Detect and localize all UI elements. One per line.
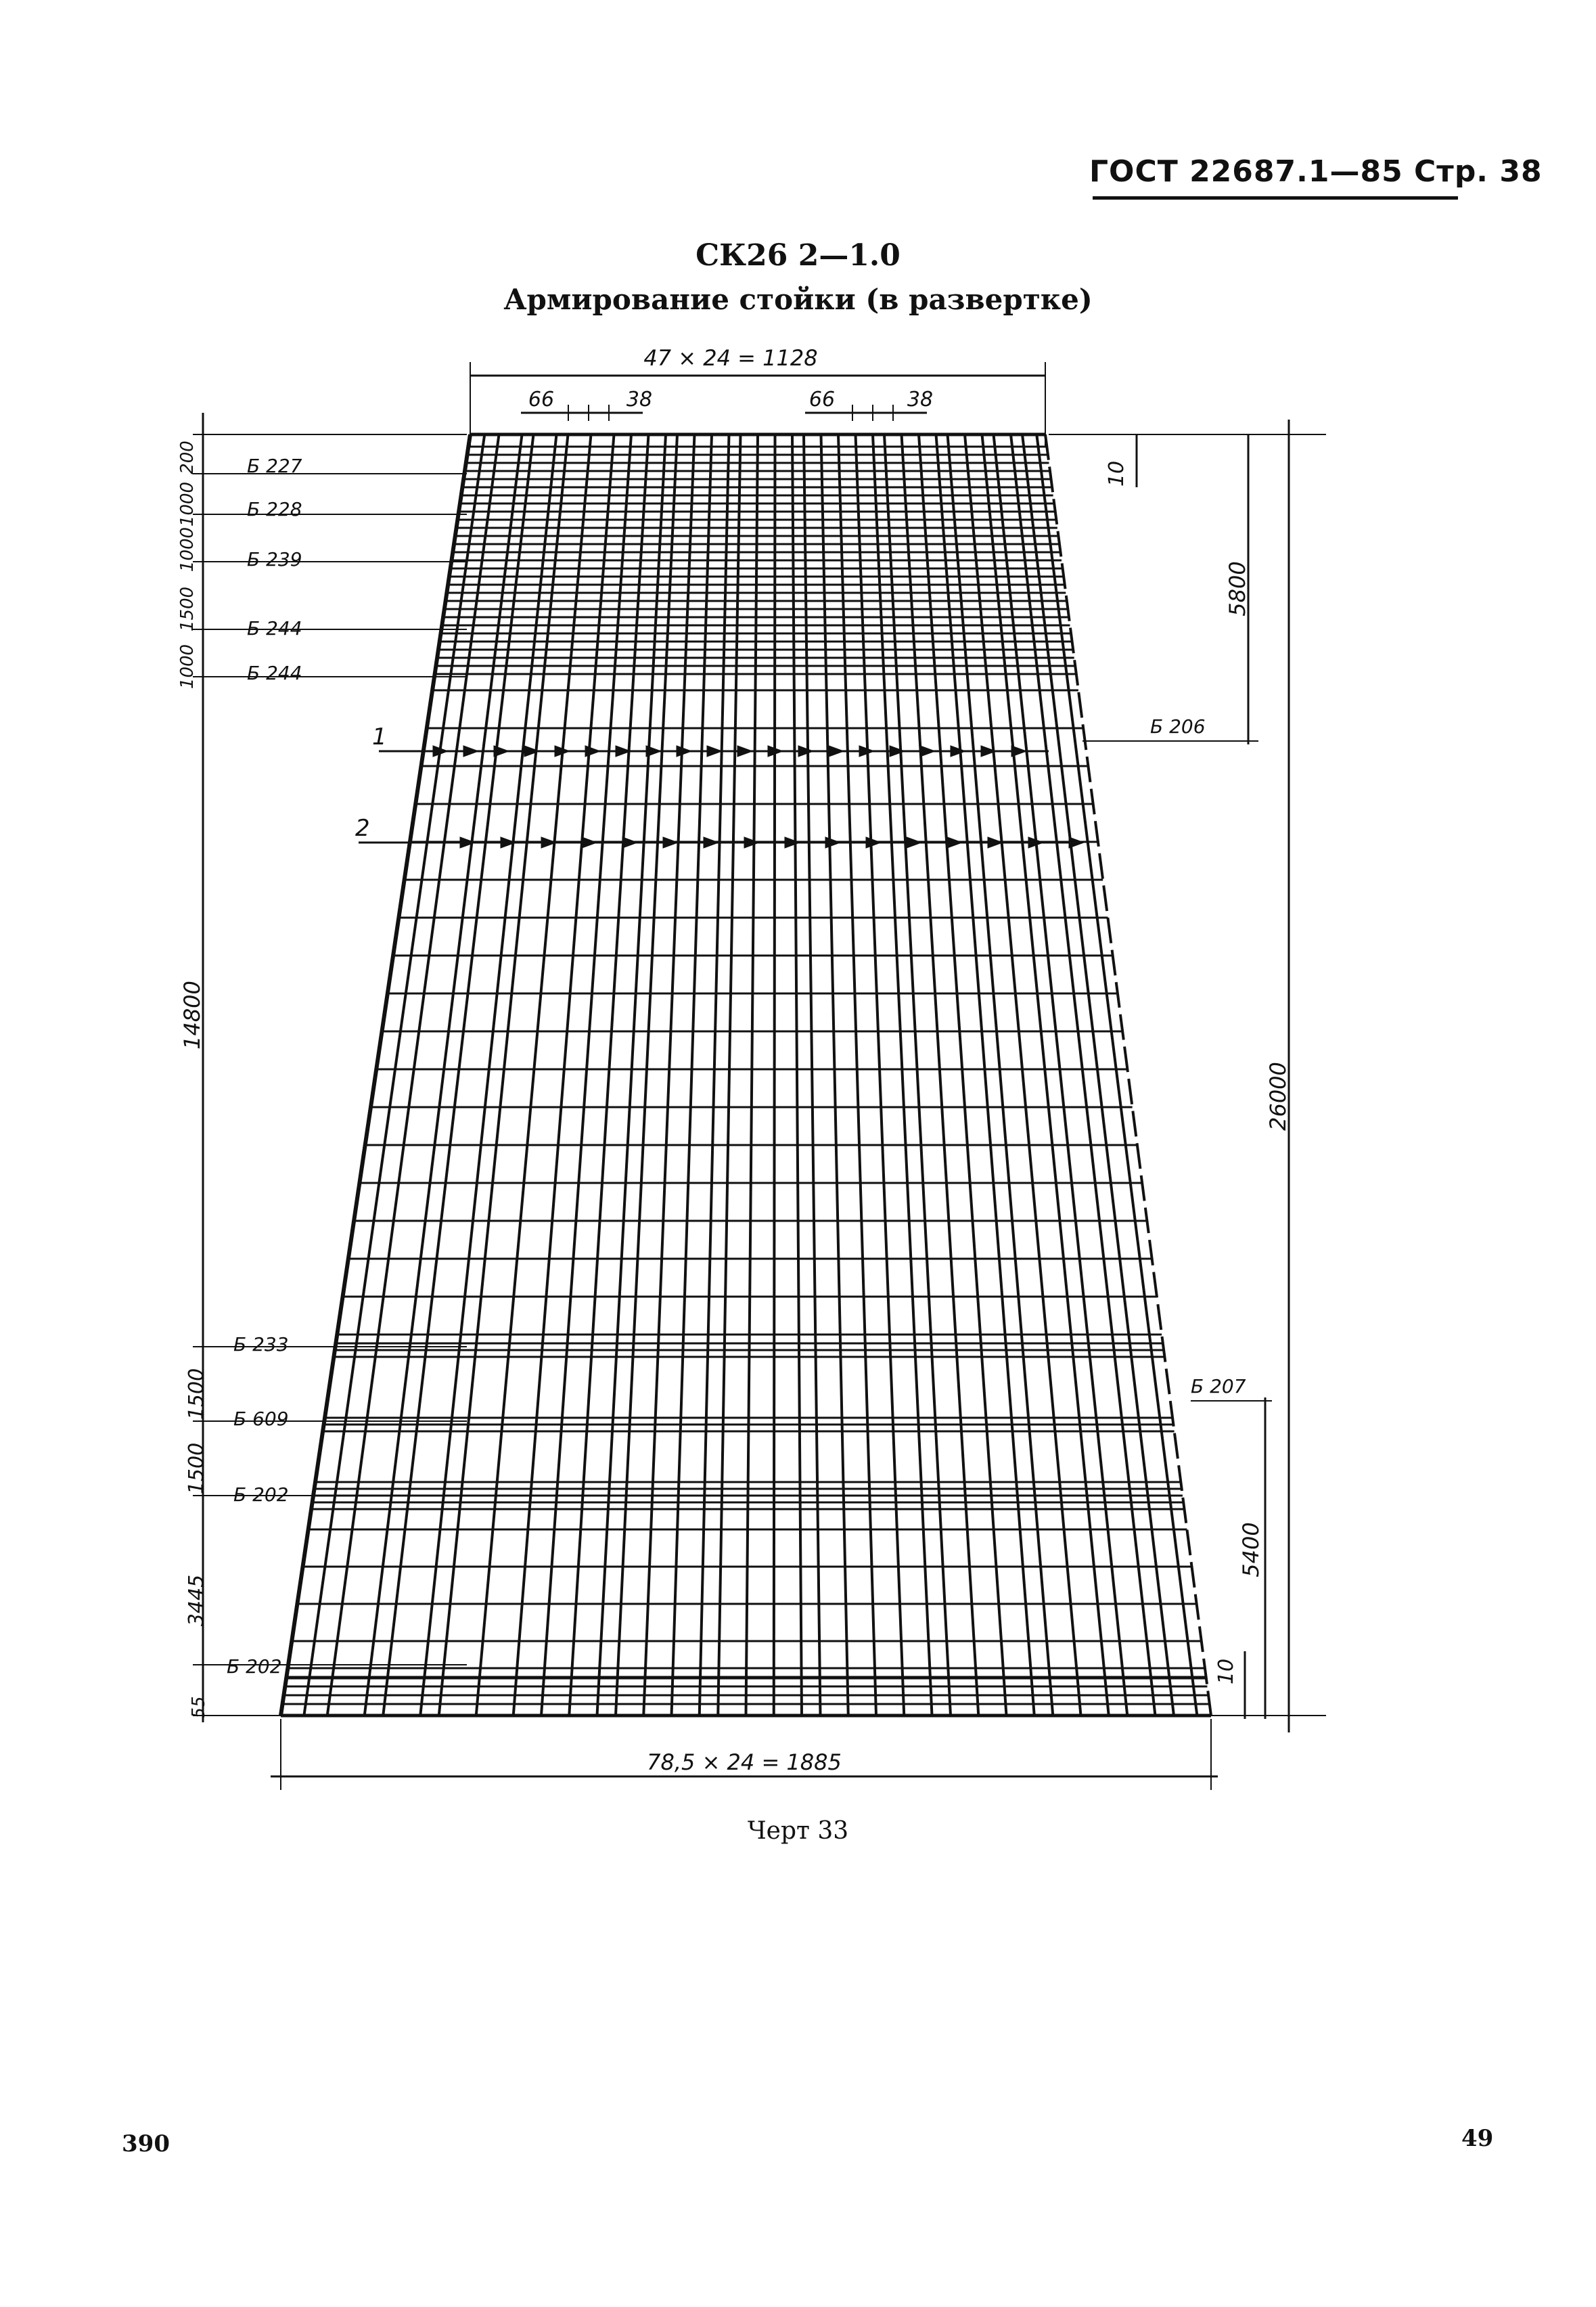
longitudinal-bar: [873, 434, 932, 1716]
section-1-arrowhead: [585, 746, 600, 757]
label-b202-upper: Б 202: [233, 1483, 289, 1506]
section-2-arrowhead: [622, 837, 637, 848]
longitudinal-bar: [327, 434, 499, 1716]
left-dim-1500-a: 1500: [177, 586, 198, 632]
section-2-arrowhead: [582, 837, 597, 848]
label-b244-upper: Б 244: [247, 617, 302, 640]
section-2-arrowhead: [825, 837, 840, 848]
label-b609: Б 609: [233, 1408, 289, 1430]
top-spacing-66-right: 66: [808, 388, 836, 411]
section-1-arrowhead: [920, 746, 935, 757]
left-dim-1500-c: 1500: [185, 1442, 208, 1495]
section-1-arrowhead: [798, 746, 813, 757]
drawing-code: СК26 2—1.0: [696, 238, 900, 273]
section-1-arrowhead: [1011, 746, 1026, 757]
longitudinal-bar: [792, 434, 802, 1716]
section-2-arrowhead: [704, 837, 719, 848]
top-spacing-38-left: 38: [626, 388, 653, 411]
figure-caption: Черт 33: [747, 1817, 849, 1845]
left-dim-1000-a: 1000: [177, 481, 198, 527]
label-b227: Б 227: [247, 455, 302, 477]
longitudinal-bar: [774, 434, 775, 1716]
mesh-right-edge: [1045, 434, 1211, 1716]
top-spacing-38-right: 38: [907, 388, 934, 411]
longitudinal-bar: [541, 434, 631, 1716]
top-total-dimension: 47 × 24 = 1128: [643, 345, 818, 371]
left-dim-1500-b: 1500: [185, 1368, 208, 1420]
section-2-arrowhead: [907, 837, 921, 848]
right-dim-5400: 5400: [1238, 1522, 1264, 1577]
section-1-arrowhead: [494, 746, 509, 757]
section-1-arrowhead: [463, 746, 478, 757]
standard-header: ГОСТ 22687.1—85 Стр. 38: [1089, 154, 1543, 189]
label-b228: Б 228: [247, 498, 302, 520]
section-1-marker: 1: [372, 723, 387, 751]
section-1-arrowhead: [829, 746, 844, 757]
section-1-arrowhead: [707, 746, 722, 757]
left-dim-3445: 3445: [185, 1574, 208, 1627]
page-number-right: 49: [1461, 2125, 1494, 2152]
right-dim-10-bottom: 10: [1214, 1658, 1238, 1685]
left-dim-14800: 14800: [179, 981, 205, 1050]
longitudinal-bar: [514, 434, 614, 1716]
section-1-arrowhead: [677, 746, 691, 757]
bottom-total-dimension: 78,5 × 24 = 1885: [647, 1749, 842, 1775]
section-2-marker: 2: [355, 815, 370, 842]
left-dim-1000-b: 1000: [177, 527, 198, 573]
section-2-arrowhead: [744, 837, 759, 848]
label-b206: Б 206: [1150, 715, 1206, 738]
label-b202-lower: Б 202: [227, 1655, 282, 1678]
longitudinal-bar: [936, 434, 1034, 1716]
right-dim-26000: 26000: [1265, 1062, 1291, 1131]
longitudinal-bar: [700, 434, 729, 1716]
section-2-arrowhead: [785, 837, 800, 848]
right-dim-5800: 5800: [1225, 561, 1250, 617]
left-dim-55: 55: [189, 1696, 209, 1719]
section-2-arrowhead: [663, 837, 678, 848]
label-b244-lower: Б 244: [247, 662, 302, 684]
longitudinal-bar: [965, 434, 1081, 1716]
longitudinal-bar: [476, 434, 591, 1716]
section-1-arrowhead: [890, 746, 905, 757]
section-2-arrowhead: [947, 837, 962, 848]
section-1-arrowhead: [951, 746, 965, 757]
right-dim-10-top: 10: [1105, 460, 1128, 487]
left-dim-200: 200: [177, 441, 198, 474]
label-b233: Б 233: [233, 1333, 289, 1356]
longitudinal-bar: [856, 434, 905, 1716]
longitudinal-bar: [804, 434, 821, 1716]
drawing-title: Армирование стойки (в развертке): [503, 283, 1093, 316]
longitudinal-bar: [597, 434, 666, 1716]
top-spacing-66-left: 66: [528, 388, 555, 411]
section-1-arrowhead: [737, 746, 752, 757]
left-dim-1000-c: 1000: [177, 644, 198, 690]
longitudinal-bar: [569, 434, 648, 1716]
section-1-arrowhead: [646, 746, 661, 757]
label-b239: Б 239: [247, 548, 302, 570]
section-2-arrowhead: [1069, 837, 1084, 848]
longitudinal-bar: [746, 434, 758, 1716]
longitudinal-bar: [672, 434, 712, 1716]
page-number-left: 390: [122, 2130, 170, 2157]
longitudinal-bar: [718, 434, 740, 1716]
label-b207: Б 207: [1191, 1375, 1246, 1397]
reinforcement-mesh: [281, 434, 1211, 1716]
longitudinal-bar: [1011, 434, 1156, 1716]
section-2-arrowhead: [866, 837, 881, 848]
